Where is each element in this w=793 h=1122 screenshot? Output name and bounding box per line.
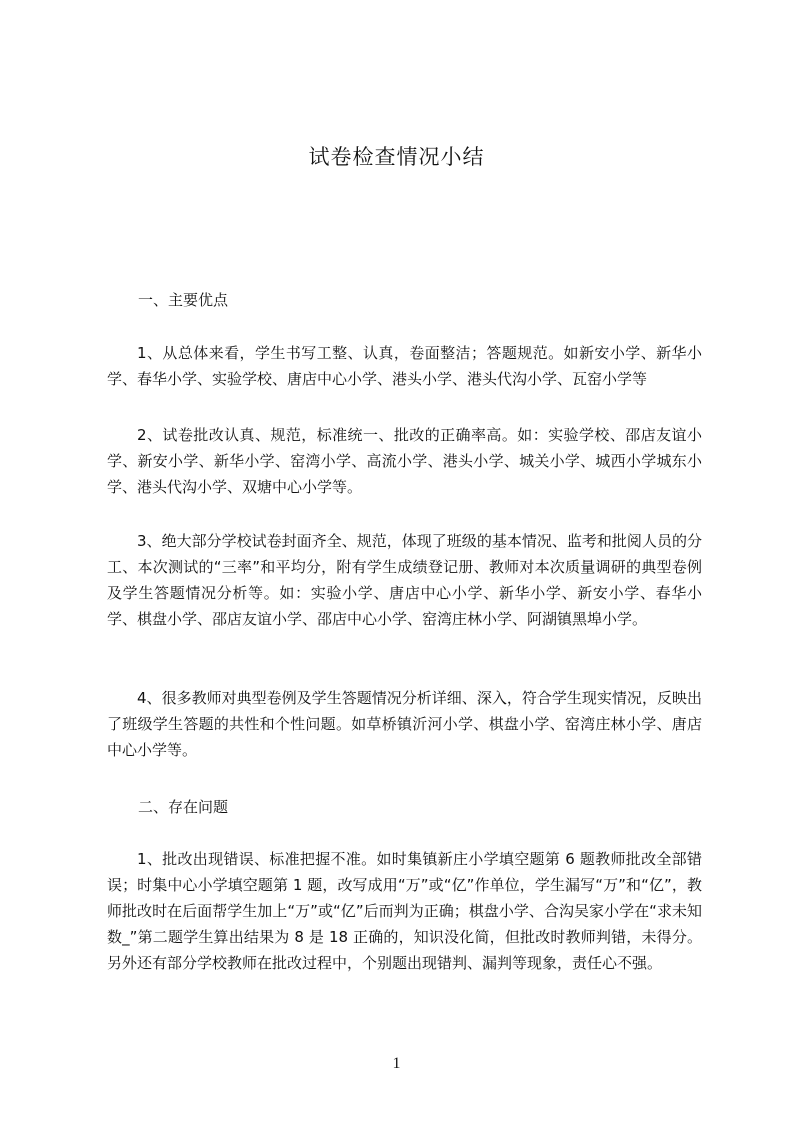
- paragraph-advantage-4: 4、很多教师对典型卷例及学生答题情况分析详细、深入，符合学生现实情况，反映出了班级学生答题的共性和个性问题。如草桥镇沂河小学、棋盘小学、窑湾庄林小学、唐店中心小学等。: [107, 689, 702, 759]
- paragraph-advantage-3: 3、绝大部分学校试卷封面齐全、规范，体现了班级的基本情况、监考和批阅人员的分工、本次测试的“三率”和平均分，附有学生成绩登记册、教师对本次质量调研的典型卷例及学生答题情况分析等。如：实验小学、唐店中心小学、新华小学、新安小学、春华小学、棋盘小学、邵店友谊小学、邵店中心小学、窑湾庄林小学、阿湖镇黑埠小学。: [107, 532, 702, 628]
- paragraph-problem-1: 1、批改出现错误、标准把握不准。如时集镇新庄小学填空题第 6 题教师批改全部错误；时集中心小学填空题第 1 题，改写成用“万”或“亿”作单位，学生漏写“万”和“亿”，教师批改时在后面帮学生加上“万”或“亿”后而判为正确；棋盘小学、合沟吴家小学在“求未知数_”第二题学生算出结果为 8 是 18 正确的，知识没化简，但批改时教师判错，未得分。另外还有部分学校教师在批改过程中，个别题出现错判、漏判等现象，责任心不强。: [107, 850, 702, 972]
- section-heading-problems: 二、存在问题: [138, 798, 229, 816]
- paragraph-advantage-1: 1、从总体来看，学生书写工整、认真，卷面整洁；答题规范。如新安小学、新华小学、春华小学、实验学校、唐店中心小学、港头小学、港头代沟小学、瓦窑小学等: [107, 344, 702, 388]
- page-number: 1: [392, 1055, 401, 1072]
- paragraph-advantage-2: 2、试卷批改认真、规范，标准统一、批改的正确率高。如：实验学校、邵店友谊小学、新安小学、新华小学、窑湾小学、高流小学、港头小学、城关小学、城西小学城东小学、港头代沟小学、双塘中心小学等。: [107, 426, 702, 496]
- section-heading-advantages: 一、主要优点: [138, 291, 229, 309]
- document-title: 试卷检查情况小结: [308, 145, 485, 169]
